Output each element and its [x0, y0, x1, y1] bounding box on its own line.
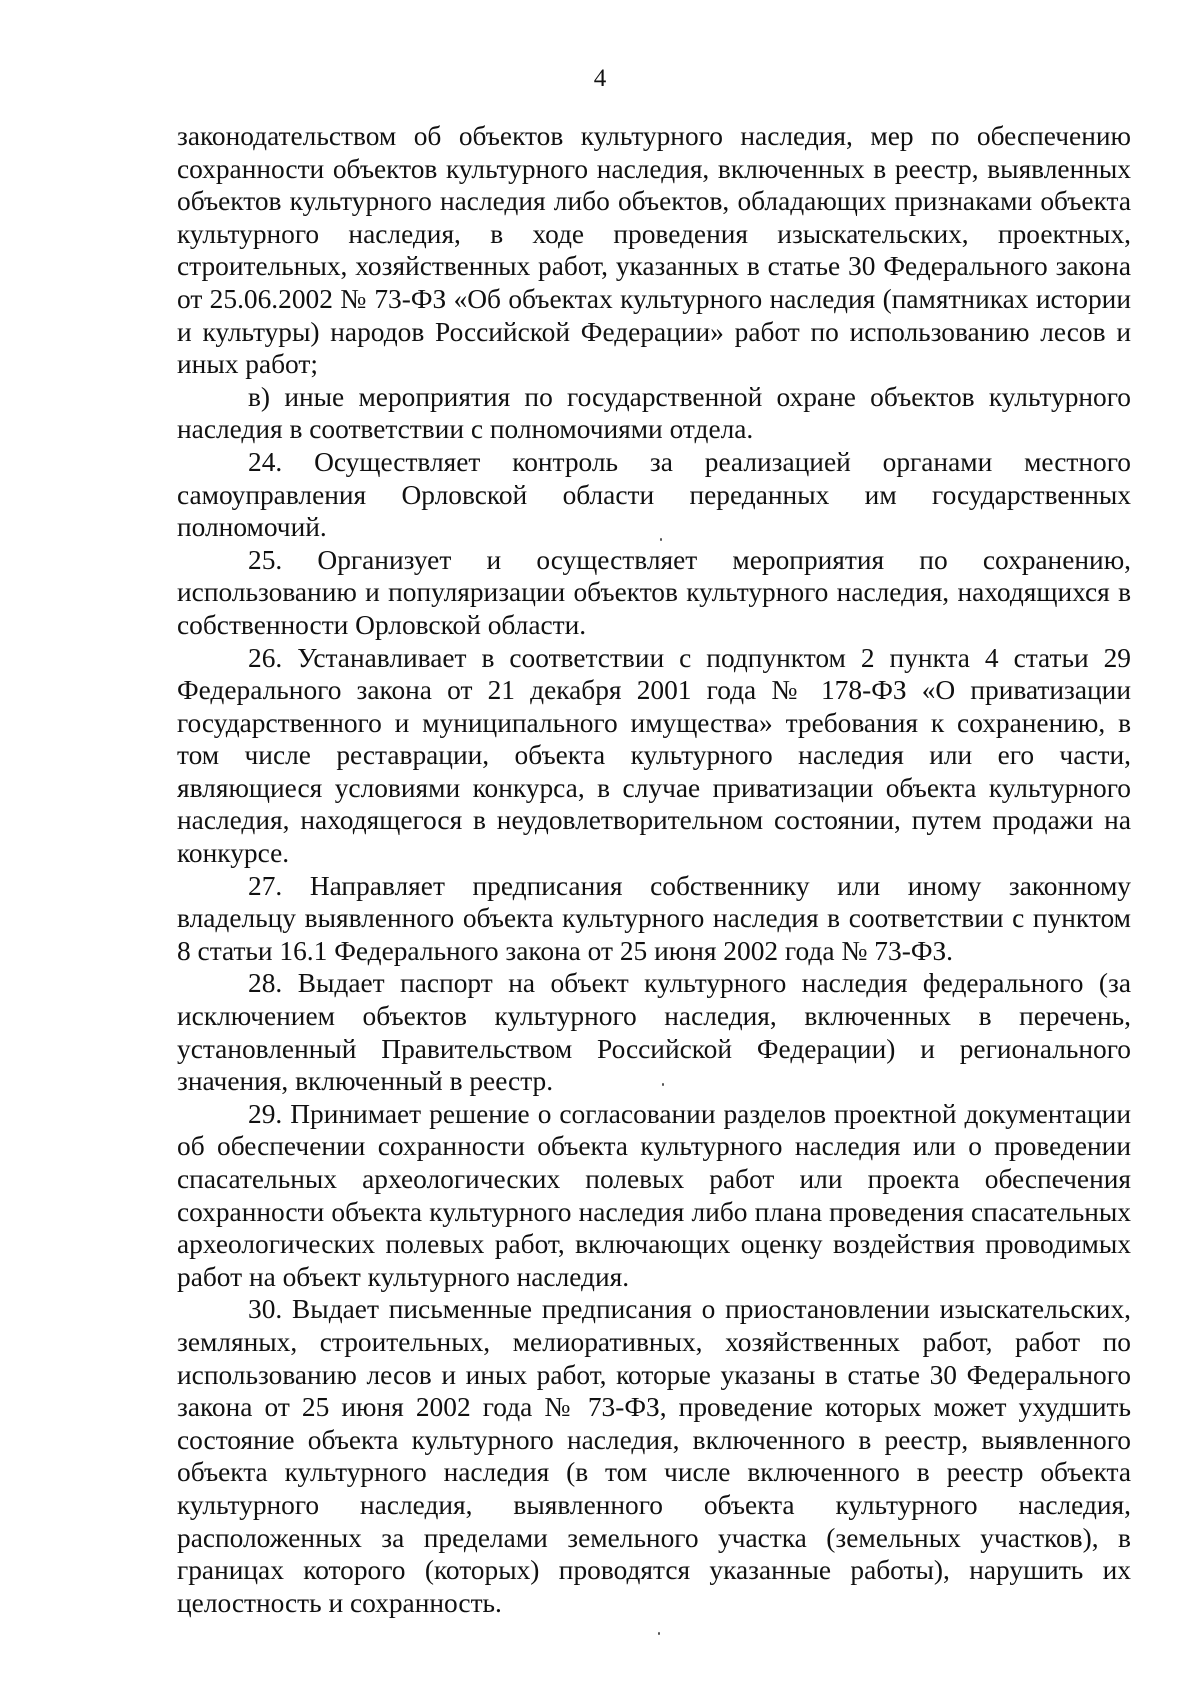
paragraph-28: 28. Выдает паспорт на объект культурного наследия федерального (за исключением объектов культурного наследия, включенных в перечень, установленный Правительством Российской Федерации) и регионального значения, включенный в реестр.	[177, 968, 1131, 1097]
document-body	[177, 120, 1131, 1619]
scan-speck	[658, 1632, 660, 1635]
paragraph-27: 27. Направляет предписания собственнику или иному законному владельцу выявленного объекта культурного наследия в соответствии с пунктом 8 статьи 16.1 Федерального закона от 25 июня 2002 года № 73-ФЗ.	[177, 870, 1131, 966]
paragraph-30: 30. Выдает письменные предписания о приостановлении изыскательских, земляных, строительных, мелиоративных, хозяйственных работ, работ по использованию лесов и иных работ, которые указаны в статье 30 Федерального закона от 25 июня 2002 года № 73-ФЗ, проведение которых может ухудшить состояние объекта культурного наследия, включенного в реестр, выявленного объекта культурного наследия (в том числе включенного в реестр объекта культурного наследия, выявленного объекта культурного наследия, расположенных за пределами земельного участка (земельных участков), в границах которого (которых) проводятся указанные работы), нарушить их целостность и сохранность.	[177, 1294, 1131, 1618]
scan-speck	[662, 1083, 664, 1086]
paragraph-26: 26. Устанавливает в соответствии с подпунктом 2 пункта 4 статьи 29 Федерального закона от 21 декабря 2001 года № 178-ФЗ «О приватизации государственного и муниципального имущества» требования к сохранению, в том числе реставрации, объекта культурного наследия или его части, являющиеся условиями конкурса, в случае приватизации объекта культурного наследия, находящегося в неудовлетворительном состоянии, путем продажи на конкурсе.	[177, 642, 1131, 869]
paragraph-item-v: в) иные мероприятия по государственной охране объектов культурного наследия в соответствии с полномочиями отдела.	[177, 381, 1131, 445]
scan-speck	[660, 538, 662, 541]
paragraph-25: 25. Организует и осуществляет мероприятия по сохранению, использованию и популяризации объектов культурного наследия, находящихся в собственности Орловской области.	[177, 544, 1131, 640]
page-number: 4	[593, 65, 607, 92]
paragraph-24: 24. Осуществляет контроль за реализацией органами местного самоуправления Орловской области переданных им государственных полномочий.	[177, 446, 1131, 543]
paragraph-continuation: законодательством об объектов культурного наследия, мер по обеспечению сохранности объектов культурного наследия, включенных в реестр, выявленных объектов культурного наследия либо объектов, обладающих признаками объекта культурного наследия, в ходе проведения изыскательских, проектных, строительных, хозяйственных работ, указанных в статье 30 Федерального закона от 25.06.2002 № 73-ФЗ «Об объектах культурного наследия (памятниках истории и культуры) народов Российской Федерации» работ по использованию лесов и иных работ;	[177, 121, 1131, 380]
paragraph-29: 29. Принимает решение о согласовании разделов проектной документации об обеспечении сохранности объекта культурного наследия или о проведении спасательных археологических полевых работ или проекта обеспечения сохранности объекта культурного наследия либо плана проведения спасательных археологических полевых работ, включающих оценку воздействия проводимых работ на объект культурного наследия.	[177, 1098, 1131, 1292]
